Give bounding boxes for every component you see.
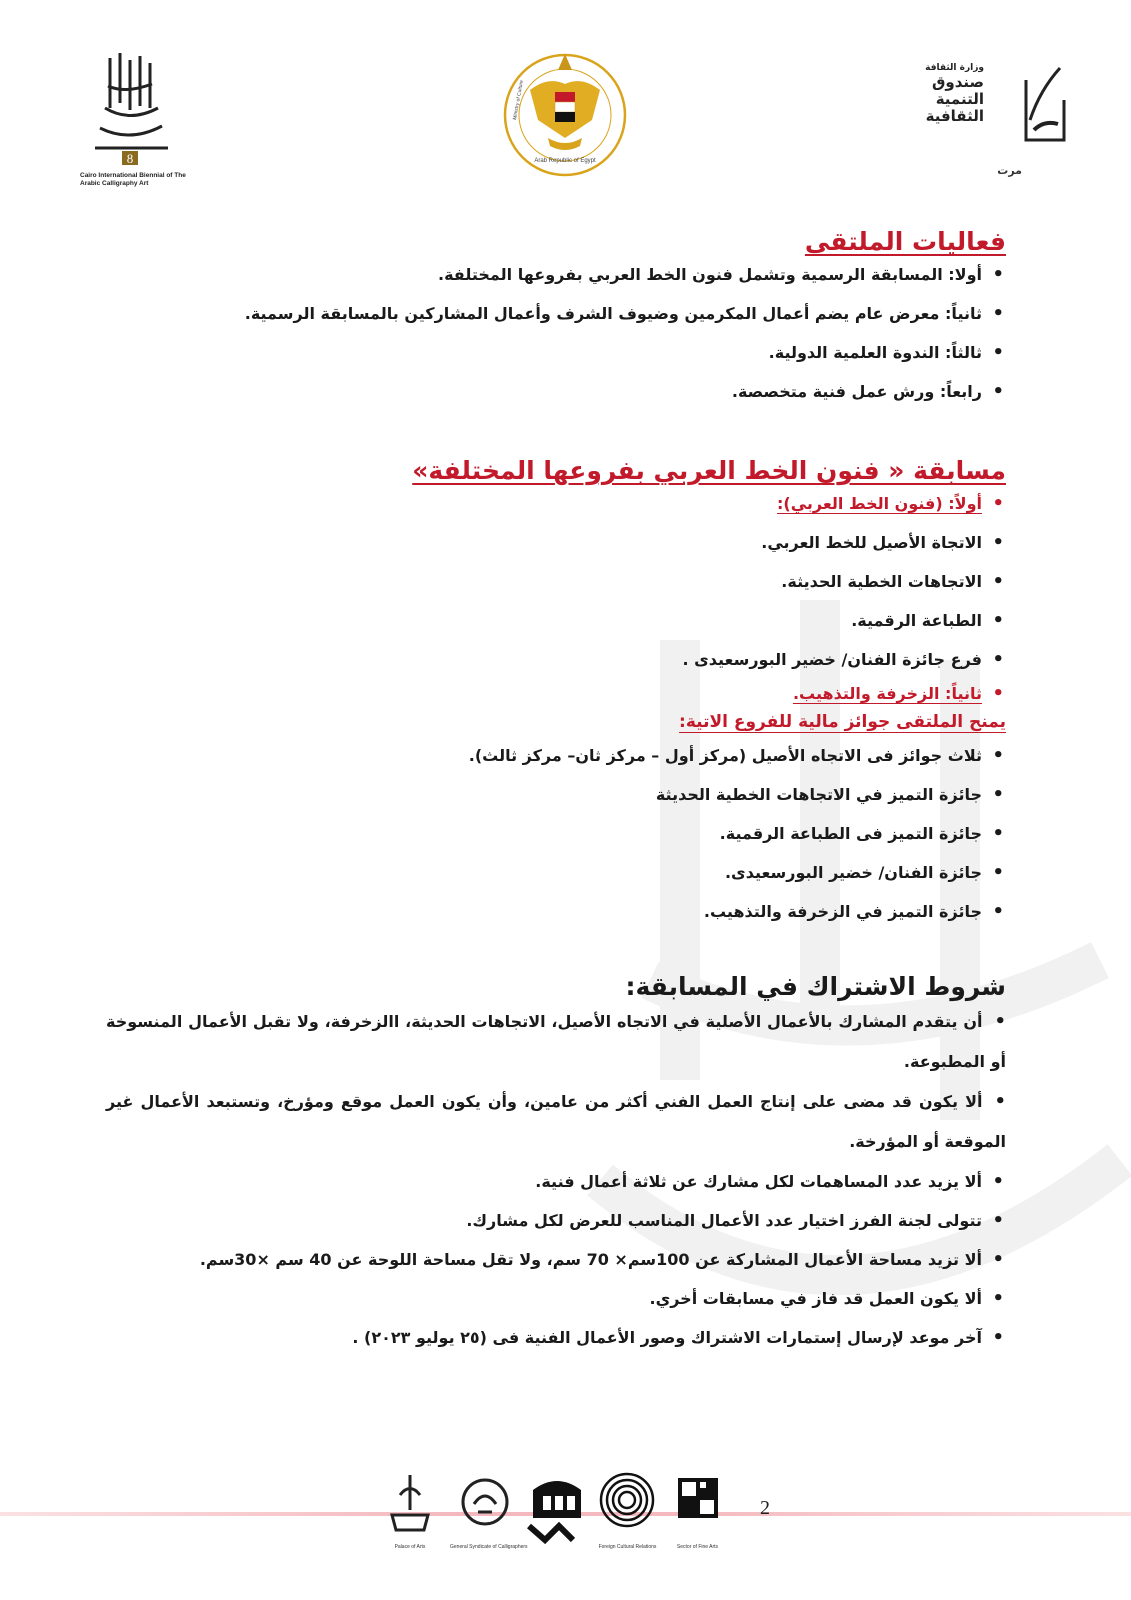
ministry-emblem (500, 40, 630, 200)
list-item: • ثلاث جوائز فى الاتجاه الأصيل (مركز أول – مركز ثان– مركز ثالث). (106, 744, 1006, 768)
document-body (106, 225, 1006, 1350)
list-item: • ألا يزيد عدد المساهمات لكل مشارك عن ثلاثة أعمال فنية. (106, 1170, 1006, 1194)
list-item: • الاتجاة الأصيل للخط العربي. (106, 531, 1006, 555)
fund-subtitle: مرت (997, 164, 1022, 177)
list-item: • آخر موعد لإرسال إستمارات الاشتراك وصور الأعمال الفنية فى (٢٥ يوليو ٢٠٢٣) . (106, 1326, 1006, 1350)
page-number: 2 (760, 1497, 770, 1519)
list-item: • الاتجاهات الخطية الحديثة. (106, 570, 1006, 594)
conditions-heading: شروط الاشتراك في المسابقة: (625, 972, 1006, 1001)
grid-squares-icon (670, 1470, 725, 1540)
svg-text:8: 8 (126, 151, 134, 166)
page-header (0, 40, 1131, 210)
list-item: • ألا يكون العمل قد فاز في مسابقات أخري. (106, 1287, 1006, 1311)
palace-of-arts-logo: Palace of Arts (380, 1470, 440, 1550)
condition-paragraph: •ألا يكون قد مضى على إنتاج العمل الفني أكثر من عامين، وأن يكون العمل موقع ومؤرخ، وتستبعد الأعمال غير الموقعة أو المؤرخة. (106, 1091, 1006, 1151)
list-item: • جائزة التميز في الاتجاهات الخطية الحديثة (106, 783, 1006, 807)
syndicate-icon (450, 1470, 520, 1540)
list-item: • رابعاً: ورش عمل فنية متخصصة. (106, 380, 1006, 404)
svg-text:Arab Republic of Egypt: Arab Republic of Egypt (534, 158, 596, 164)
conditions-list (106, 1170, 1006, 1350)
palace-icon (380, 1470, 440, 1540)
list-item: • تتولى لجنة الفرز اختيار عدد الأعمال المناسب للعرض لكل مشارك. (106, 1209, 1006, 1233)
eagle-emblem-icon (500, 40, 630, 190)
list-item: • ثالثاً: الندوة العلمية الدولية. (106, 341, 1006, 365)
biennial-caption: Cairo International Biennial of The Arabic Calligraphy Art (80, 172, 186, 187)
list-item: • ثانياً: معرض عام يضم أعمال المكرمين وضيوف الشرف وأعمال المشاركين بالمسابقة الرسمية. (106, 302, 1006, 326)
building-icon (525, 1470, 590, 1545)
institution-logo (525, 1470, 590, 1550)
events-heading: فعاليات الملتقى (804, 227, 1006, 256)
partner-logos (380, 1470, 800, 1560)
cultural-fund-logo (925, 60, 1070, 180)
spiral-icon (595, 1470, 660, 1540)
foreign-relations-logo: Foreign Cultural Relations (595, 1470, 660, 1550)
competition-list (106, 492, 1006, 706)
prizes-heading: يمنح الملتقى جوائز مالية للفروع الاتية: (679, 712, 1006, 732)
list-item-heading: • أولاً: (فنون الخط العربي): (106, 492, 1006, 516)
list-item: • ألا تزيد مساحة الأعمال المشاركة عن 100سم× 70 سم، ولا تقل مساحة اللوحة عن 40 سم ×30سم. (106, 1248, 1006, 1272)
list-item: • الطباعة الرقمية. (106, 609, 1006, 633)
list-item: • جائزة التميز فى الطباعة الرقمية. (106, 822, 1006, 846)
list-item-heading: • ثانياً: الزخرفة والتذهيب. (106, 682, 1006, 706)
list-item: • جائزة الفنان/ خضير البورسعيدى. (106, 861, 1006, 885)
calligraphers-syndicate-logo: General Syndicate of Calligraphers (450, 1470, 520, 1550)
list-item: • أولا: المسابقة الرسمية وتشمل فنون الخط العربي بفروعها المختلفة. (106, 263, 1006, 287)
biennial-logo (80, 48, 190, 208)
quill-hand-icon (1020, 60, 1070, 160)
events-list (106, 263, 1006, 404)
svg-text:Ministry of Culture: Ministry of Culture (512, 79, 525, 121)
fund-title: وزارة الثقافة صندوق التنمية الثقافية (925, 63, 984, 125)
prizes-list (106, 744, 1006, 924)
competition-heading: مسابقة « فنون الخط العربي بفروعها المختلفة» (412, 456, 1006, 485)
fine-arts-sector-logo: Sector of Fine Arts (670, 1470, 725, 1550)
list-item: • فرع جائزة الفنان/ خضير البورسعيدى . (106, 648, 1006, 672)
condition-paragraph: •أن يتقدم المشارك بالأعمال الأصلية في الاتجاه الأصيل، الاتجاهات الحديثة، االزخرفة، ولا تقبل الأعمال المنسوخة أو المطبوعة. (106, 1011, 1006, 1071)
calligraphy-mark-icon (80, 48, 180, 168)
list-item: • جائزة التميز في الزخرفة والتذهيب. (106, 900, 1006, 924)
